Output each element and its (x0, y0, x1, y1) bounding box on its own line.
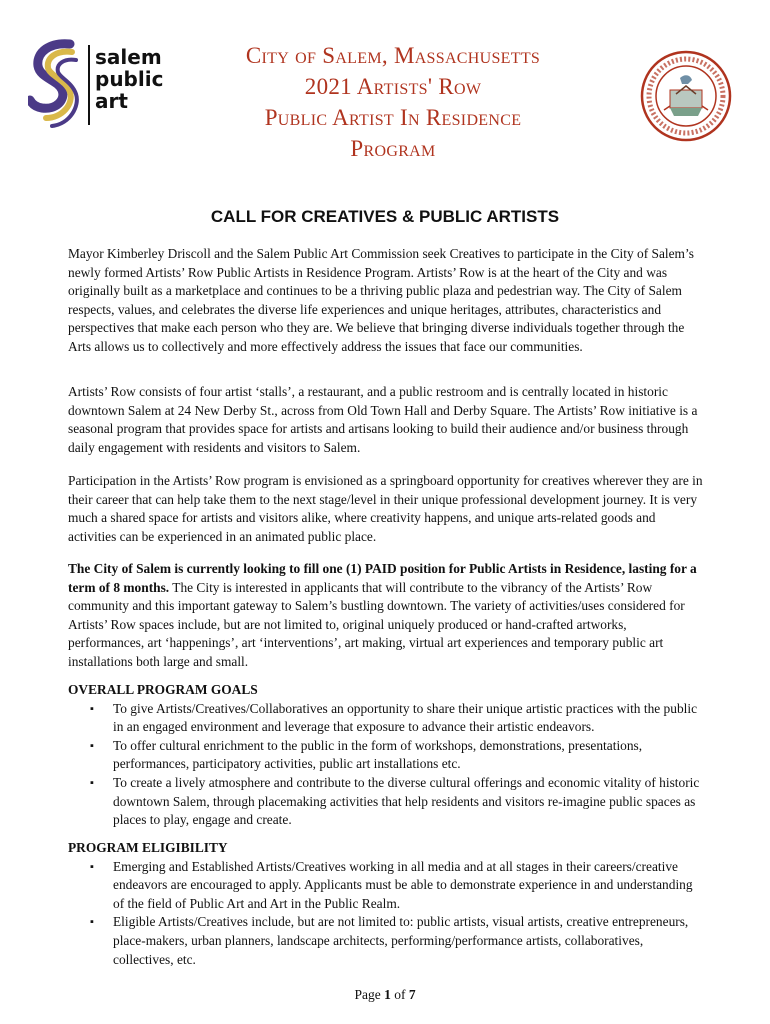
page-total: 7 (408, 987, 416, 1002)
list-item: ▪ Emerging and Established Artists/Creatives working in all media and at all stages in their careers/creative endeavors are encouraged to apply. Applicants must be able to demonstrate experience in and understanding of the field of Public Art and Art in the Public Realm. (68, 858, 704, 914)
page-mid: of (390, 987, 409, 1002)
list-item: ▪ To create a lively atmosphere and contribute to the diverse cultural offerings and economic vitality of historic downtown Salem, through placemaking activities that help residents and visitors re-imagine public spaces as places to play, engage and create. (68, 774, 704, 830)
title-line-2: 2021 Artists' Row (304, 74, 482, 99)
page-number (0, 987, 770, 1003)
page-current: 1 (384, 987, 391, 1002)
position-rest-text: The City is interested in applicants that will contribute to the vibrancy of the Artists’ Row community and this important gateway to Salem’s bustling downtown. The variety of activities/uses considered for Artists’ Row spaces include, but are not limited to, original uniquely produced or hand-crafted artworks, performances, art ‘happenings’, art ‘interventions’, art making, virtual art experiences and temporary public art installations both large and small. (68, 579, 685, 669)
logo-line-salem: salem (95, 45, 162, 69)
logo-line-art: art (95, 89, 128, 113)
paragraph-intro (68, 245, 704, 357)
list-item: ▪ To give Artists/Creatives/Collaboratives an opportunity to share their unique artistic practices with the public in an engaged environment and leverage that exposure to advance their artistic endeavors. (68, 700, 704, 737)
paragraph-participation-text: Participation in the Artists’ Row program is envisioned as a springboard opportunity for creatives wherever they are in their career that can help take them to the next stage/level in their unique professional development journey. It is very much a shared space for artists and visitors alike, where creativity happens, and unique arts-related goods and activities can be experienced in an animated public place. (68, 473, 703, 544)
goals-list (68, 700, 704, 830)
section-program-eligibility (68, 839, 704, 969)
paragraph-location (68, 383, 704, 457)
city-seal-icon (640, 50, 732, 142)
call-heading: CALL FOR CREATIVES & PUBLIC ARTISTS (210, 207, 560, 226)
logo-divider (88, 45, 90, 125)
logo-wordmark (95, 46, 163, 112)
section-program-goals (68, 681, 704, 830)
title-line-4: Program (350, 136, 436, 161)
eligibility-heading: PROGRAM ELIGIBILITY (68, 840, 228, 855)
paragraph-location-text: Artists’ Row consists of four artist ‘stalls’, a restaurant, and a public restroom and is centrally located in historic downtown Salem at 24 New Derby St., across from Old Town Hall and Derby Square. The Artists’ Row initiative is a seasonal program that provides space for artists and artisans looking to build their audience and/or business through daily engagement with residents and visitors to Salem. (68, 384, 698, 455)
paragraph-participation (68, 472, 704, 546)
position-bold-text: The City of Salem is currently looking to fill one (1) PAID position for Public Artists in Residence, lasting for a term of 8 months. (68, 561, 697, 595)
paragraph-intro-text: Mayor Kimberley Driscoll and the Salem Public Art Commission seek Creatives to participate in the City of Salem’s newly formed Artists’ Row Public Artists in Residence Program. Artists’ Row is at the heart of the City and was originally built as a marketplace and continues to be a thriving public plaza and pedestrian way. The City of Salem respects, values, and celebrates the diverse life experiences and unique heritages, attributes, characteristics and perspectives that make each person who they are. We believe that bringing diverse individuals together through the Arts allows us to collectively and more effectively address the issues that face our communities. (68, 246, 694, 354)
goals-heading: OVERALL PROGRAM GOALS (68, 682, 258, 697)
document-title (175, 40, 611, 164)
eligibility-list (68, 858, 704, 970)
page-prefix: Page (354, 987, 385, 1002)
list-item: ▪ To offer cultural enrichment to the public in the form of workshops, demonstrations, presentations, performances, participatory activities, public art installations etc. (68, 737, 704, 774)
title-line-3: Public Artist In Residence (264, 105, 522, 130)
paragraph-position (68, 560, 704, 672)
paragraph-position-text (68, 560, 704, 672)
title-line-1: City of Salem, Massachusetts (245, 43, 541, 68)
logo-line-public: public (95, 67, 164, 91)
list-item: ▪ Eligible Artists/Creatives include, but are not limited to: public artists, visual artists, creative entrepreneurs, place-makers, urban planners, landscape architects, performing/performance artists, collaboratives, collectives, etc. (68, 913, 704, 969)
